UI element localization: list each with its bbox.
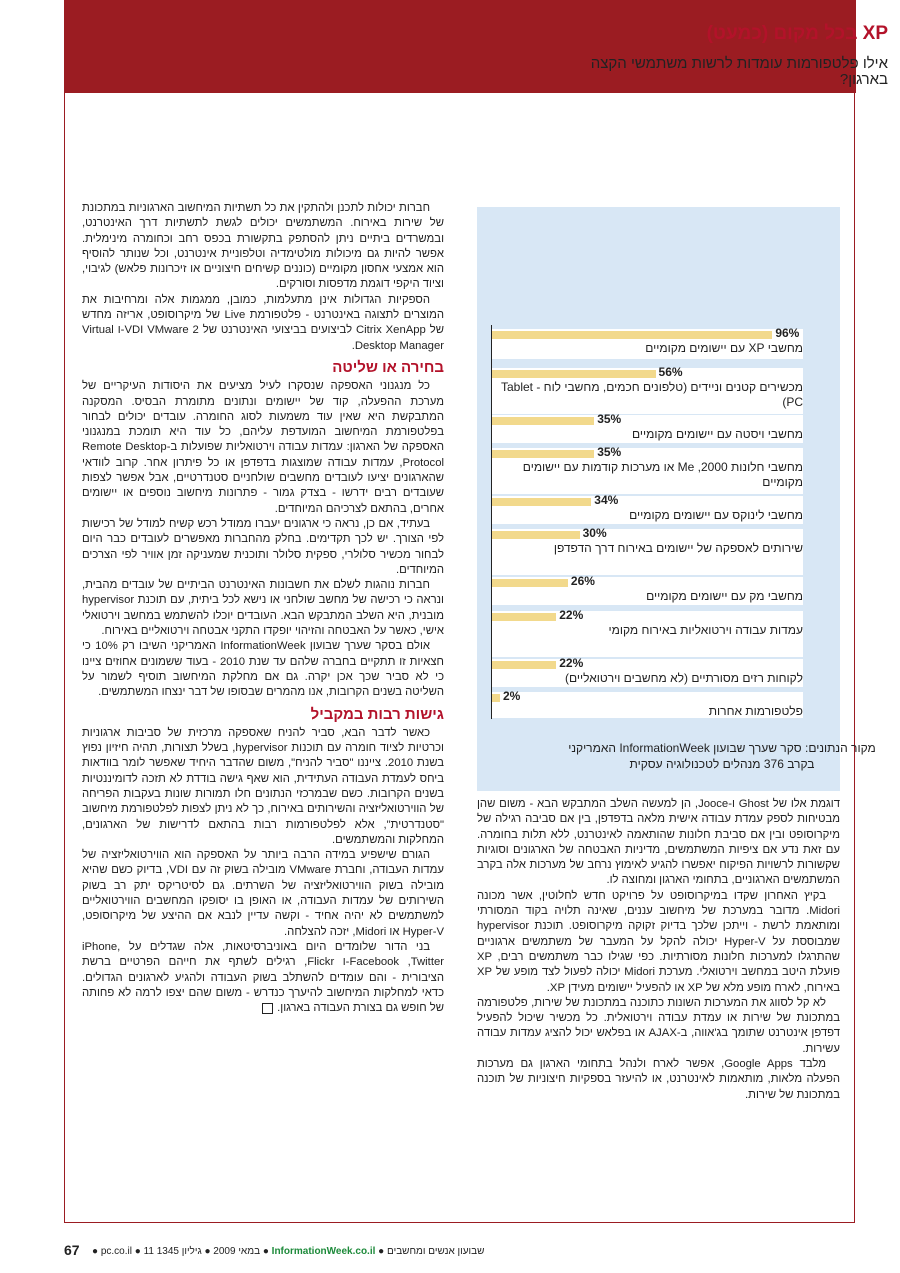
right-article-column [477,797,840,1103]
chart-bar [492,613,556,621]
chart-category-label: מחשבי ויסטה עם יישומים מקומיים [631,427,803,441]
footer-brand: InformationWeek.co.il [271,1246,376,1257]
chart-category-label: שירותים לאספקה של יישומים באירוח דרך הדפדפן [553,541,803,555]
sidebar-source: מקור הנתונים: סקר שערך שבועון InformationWeek האמריקני בקרב 376 מנהלים לטכנולוגיה עסקית [568,741,876,771]
chart-category-label: לקוחות רזים מסורתיים (לא מחשבים וירטואליים) [564,671,803,685]
chart-bar [492,531,580,539]
paragraph-text: בני הדור שלומדים היום באוניברסיטאות, אלה שגדלים על iPhone, Facebook ,Twitter-ו Flickr, רגילים לשתף את חייהם הפרטיים ברשת הציבורית - והם עומדים להשתלב בשוק העבודה ולהגיע לארגונים הגדולים. כדאי למחלקות המיחשוב להיערך כנדרש - משום שהם יצפו לרמה לא פחותה של חופש גם בצורת העבודה בארגון. [82,940,444,1015]
chart-value-label: 2% [503,689,521,703]
chart-category-label: מחשבי לינוקס עם יישומים מקומיים [629,508,803,522]
chart-bar [492,694,500,702]
chart-value-label: 30% [582,526,607,540]
paragraph [82,940,444,1016]
paragraph: בקיץ האחרון שקדו במיקרוסופט על פרויקט חדש לחלוטין, אשר מכונה Midori. מדובר במערכת של מיחשוב עננים, שאינה תלויה בקוד המסורתי ומותאמת לרשת - וייתכן שלכך בדיוק זקוקה מיקרוסופט. תוכנת hypervisor שמבוססת על Hyper-V יכולה להקל על המעבר של משתמשים ארגוניים שהתרגלו למערכות חלונות מסורתיות. כפי שגילו כבר משתמשים רבים, XP פועלת היטב במחשב וירטואלי. מערכת Midori יכולה לפעול לצד מופע של XP באירוח, לארח מופע מלא של XP או להפעיל יישומים מעידן XP. [477,889,840,994]
paragraph: אולם בסקר שערך שבועון InformationWeek האמריקני השיבו רק 10% כי חצאיות זו תתקיים בחברה שלהם עד שנת 2010 - בעוד ששמונים אחוזים ציינו כי לא סביר שכך אכן יקרה. גם אם מחלקת המיחשוב תוסיף לשמור על השליטה בשנים הקרובות, אנו מהמרים שבסופו של דבר ינצחו המשתמשים. [82,640,444,699]
chart-value-label: 35% [597,412,622,426]
sidebar-title: XP בכל מקום (כמעט) [706,23,888,44]
section-heading: בחירה או שליטה [332,358,444,376]
chart-category-label: מחשבי מק עם יישומים מקומיים [646,589,803,603]
chart-value-label: 22% [559,656,584,670]
footer-line: ● pc.co.il ● 11 במאי 2009 ● גיליון 1345 ● InformationWeek.co.il ● שבועון אנשים ומחשבים [92,1246,485,1257]
paragraph: בעתיד, אם כן, נראה כי ארגונים יעברו ממודל רכש קשיח למודל של רכישות לפי הצורך. יש לכך תקדימים. בחלק מהחברות מאפשרים לעובדים כבר היום לבחור מכשיר סלולרי, ספקית סלולר ותוכנית שמעניקה זמן אוויר לפי הצרכים המיוחדים. [82,517,444,576]
paragraph: כאשר לדבר הבא, סביר להניח שאספקה מרכזית של סביבות ארגוניות וכרטיות לציוד חומרה עם תוכנות hypervisor, בשלל תצורות, תהיה חיזיון נפוץ בשנת 2010. צייננו "סביר להניח", משום שהדבר היחיד שאפשר לומר בוודאות ביחס לעמדת העבודה העתידית, הוא שאף גישה בודדת לא תזכה לדומיננטיות בשנים הקרובות. כשם שבמרכזי הנתונים חלו תמורות שונות בעקבות הפריחה של הווירטואליזציה והשירותים באירוח, כך לא ניתן לצפות לפלטפורמת מיחשוב "סטנדרטית", אלא לפלטפורמות רבות בהתאם לדרישות של הארגונים, המחלקות והמשתמשים. [82,726,444,846]
paragraph: לא קל לסווג את המערכות השונות כתוכנה במתכונת של שירות, פלטפורמה במתכונת של שירות או עמדת עבודה וירטואלית. כל מכשיר שיכול להפעיל דפדפן אינטרנט שתומך בג'אווה, ב-AJAX או בפלאש יכול להציג עמדות עבודה עשירות. [477,996,840,1055]
paragraph: חברות נוהגות לשלם את חשבונות האינטרנט הביתיים של עובדים מהבית, ונראה כי רכישה של מחשב שולחני או נישא לכל ביתית, עם תוכנת hypervisor מובנית, היא השלב המתבקש הבא. העובדים יוכלו להשתמש במחשב וירטואלי אישי, כאשר על האבטחה והזיהוי יופקדו התקני אבטחה וירטואליים באירוח. [82,579,444,638]
footer-site: pc.co.il [100,1246,132,1257]
footer-publication: שבועון אנשים ומחשבים [387,1246,485,1257]
chart-category-label: מחשבי חלונות 2000, Me או מערכות קודמות עם יישומים מקומיים [522,460,803,489]
chart-bar [492,331,772,339]
chart-axis [491,325,492,719]
chart-value-label: 96% [775,326,800,340]
paragraph: חברות יכולות לתכנן ולהתקין את כל תשתיות המיחשוב הארגוניות במתכונת של שירות באירוח. המשתמשים יכולים לגשת לתשתיות דרך האינטרנט, ובמשרדים ביתיים ניתן להסתפק בתקשורת בכפס רחב וכחומרה מינימלית. אפשר להיות גם מיכולות מולטימדיה וטלפוניית אינטרנט, וכל שנותר להוסיף הוא אמצעי אחסון מקומיים (כוננים קשיחים חיצוניים או זיכרונות פלאש) לגיבוי, וציוד היקפי דוגמת מדפסות וסורקים. [82,202,444,291]
chart-value-label: 56% [658,365,683,379]
chart-bar [492,498,591,506]
page-number: 67 [64,1242,80,1258]
footer-issue: גיליון 1345 [156,1246,202,1257]
chart-bar [492,417,594,425]
chart-value-label: 22% [559,608,584,622]
left-article-column [82,201,444,1016]
paragraph: דוגמת אלו של Ghost ו-Jooce, הן למעשה השלב המתבקש הבא - משום שהן מבטיחות לספק עמדת עבודה אישית מלאה בדפדפן, בין אם סביבה רגילה של מיקרוסופט ובין אם סביבת חלונות שהותאמה לאינטרנט, ללא תלות בחומרה. עם זאת נדע אם ציפיות המשתמשים, מדיניות האבטחה של הארגונים וסוגיות שקשורות לרשויות הפיקוח יאפשרו להגיע לאימוץ נרחב של מערכות אלה בקרב המשתמשים הארגוניים, בתחומי הארגון ומחוצה לו. [477,798,840,887]
paragraph: מלבד Google Apps, אפשר לארח ולנהל בתחומי הארגון גם מערכות הפעלה מלאות, מותאמות לאינטרנט, או להיעזר בספקיות חיצוניות של תוכנה במתכונת של שירות. [477,1058,840,1101]
chart-bar [492,579,568,587]
chart-value-label: 34% [594,493,619,507]
chart-category-label: מכשירים קטנים וניידים (טלפונים חכמים, מחשבי לוח - Tablet PC) [500,380,803,409]
chart-bar [492,661,556,669]
page-footer [64,1242,856,1262]
chart-bar [492,450,594,458]
end-of-article-icon [262,1003,273,1014]
paragraph: הספקיות הגדולות אינן מתעלמות, כמובן, ממגמות אלה ומרחיבות את המוצרים לתצוגה באינטרנט - פלטפורמת Live של מיקרוסופט, אריזה מחדש של Citrix XenApp לביצועים בביצועי האינטרנט של VDI VMware 2-ו Virtual Desktop Manager. [82,293,444,352]
footer-date: 11 במאי 2009 [143,1246,261,1257]
chart-value-label: 26% [570,574,595,588]
chart-value-label: 35% [597,445,622,459]
chart-bar [492,370,656,378]
chart-category-label: מחשבי XP עם יישומים מקומיים [645,341,803,355]
paragraph: הגורם שישפיע במידה הרבה ביותר על האספקה הוא הווירטואליזציה של עמדות העבודה, וחברת VMware מובילה בשוק זה עם VDI, בדיוק כשם שהיא מובילה בשוק הווירטואליזציה של השרתים. גם לסיטריקס יתק רב בשוק השירותים של עמדות העבודה, או האופן בו יסופקו המחשבים הווירטואליים למשתמשים לא יהיה אחיד - וקשה עדיין לנבא אם ההיצע של מיקרוסופט, Hyper-V או Midori, יזכה להצלחה. [82,849,444,938]
sidebar-question: אילו פלטפורמות עומדות לרשות משתמשי הקצה בארגון? [590,55,888,88]
section-heading: גישות רבות במקביל [310,705,444,723]
chart-category-label: פלטפורמות אחרות [708,704,803,718]
paragraph: כל מנגנוני האספקה שנסקרו לעיל מציעים את היסודות העיקריים של מערכת ההפעלה, קוד של יישומים ונתונים מתומרת הבסיס. המסקנה המתבקשת היא שאין עוד משמעות לסוג החומרה. עובדים יכולים לבחור בפלטפורמת המיחשוב המועדפת עליהם, כל עוד היא תומכת במנגנוני האספקה של הארגון: עמדות עבודה וירטואליות שפועלות ב-Remote Desktop Protocol, עמדות עבודה שמוצגות בדפדפן או כל פיתרון אחר. קרוב לוודאי שהארגונים יציעו לעובדים מחשבים שולחניים סטנדרטיים, אבל אפשר לצפות שעובדים רבים ידרשו - בצדק גמור - פתרונות מיחשוב נוספים או יישומים אחרים, בהתאם לצרכיהם המיוחדים. [82,380,445,515]
chart-category-label: עמדות עבודה וירטואליות באירוח מקומי [608,623,803,637]
